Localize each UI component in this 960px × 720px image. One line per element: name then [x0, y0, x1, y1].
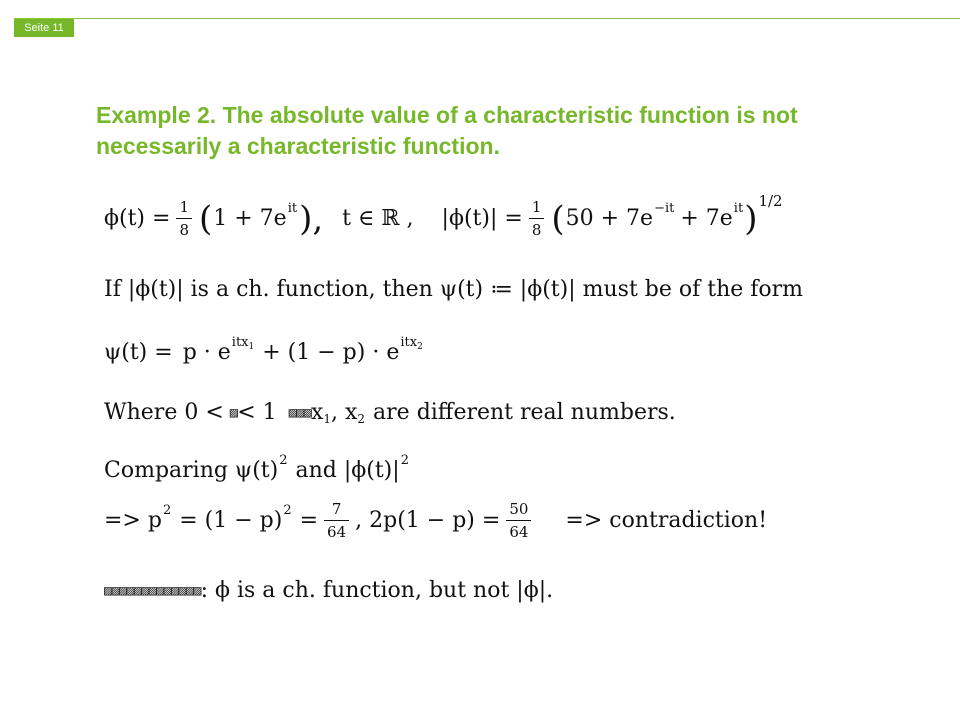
close-paren: ), — [299, 198, 324, 239]
fraction-denominator: 64 — [324, 520, 349, 541]
comparing-a: Comparing ψ(t) — [104, 458, 279, 483]
where-b: < 1 — [237, 400, 277, 425]
text-comparing — [104, 453, 409, 483]
square-2: 2 — [400, 453, 409, 468]
text-if-ch-function — [104, 277, 803, 302]
conclusion-text: : ϕ is a ch. function, but not |ϕ|. — [200, 578, 554, 603]
formula-phi-definition — [104, 191, 783, 239]
text-conclusion — [104, 578, 553, 603]
fraction-numerator: 1 — [179, 198, 189, 216]
fraction-numerator: 1 — [531, 198, 542, 216]
exponent-itx2: itx2 — [400, 335, 423, 352]
x1-subscript: 1 — [323, 411, 331, 426]
header-rule — [14, 18, 960, 19]
where-a: Where 0 < — [104, 400, 224, 425]
phi-inner: 1 + 7e — [213, 206, 287, 231]
fraction-one-eighth-2 — [529, 198, 545, 239]
psi-lhs: ψ(t) = — [104, 340, 173, 365]
implies-p: => p — [104, 508, 162, 533]
square-p: 2 — [162, 503, 172, 518]
contradiction-text: => contradiction! — [565, 508, 768, 533]
fraction-denominator: 64 — [506, 520, 531, 541]
fraction-7-64 — [324, 500, 349, 541]
formula-contradiction — [104, 500, 767, 541]
equals: = — [299, 508, 319, 533]
square-1: 2 — [279, 453, 288, 468]
phi-lhs: ϕ(t) = — [104, 206, 171, 231]
where-d: are different real numbers. — [373, 400, 676, 425]
open-paren: ( — [551, 198, 565, 239]
one-minus-p-squared: = (1 − p) — [179, 508, 283, 533]
exponent-itx1: itx1 — [231, 335, 255, 352]
exponent-it: it — [287, 201, 298, 216]
fraction-numerator: 50 — [509, 500, 529, 518]
text-where-conditions — [104, 400, 676, 425]
open-paren: ( — [198, 198, 213, 239]
page-number-badge: Seite 11 — [14, 19, 74, 37]
if-statement: If |ϕ(t)| is a ch. function, then ψ(t) ≔ |ϕ(t)| must be of the form — [104, 277, 804, 302]
fraction-one-eighth — [176, 198, 192, 239]
abs-phi-lhs: |ϕ(t)| = — [441, 206, 523, 231]
two-p-term: , 2p(1 − p) = — [355, 508, 501, 533]
close-paren: ) — [744, 198, 758, 239]
power-half: 1/2 — [758, 191, 783, 210]
fraction-50-64 — [506, 500, 531, 541]
x2: , x — [331, 400, 358, 425]
abs-inner-a: 50 + 7e — [565, 206, 654, 231]
exponent-it: it — [733, 201, 744, 216]
exponent-minus-it: −it — [654, 201, 675, 216]
one-minus-p-term: + (1 − p) · e — [262, 340, 400, 365]
x1: x — [310, 400, 324, 425]
fraction-denominator: 8 — [529, 218, 545, 239]
x2-subscript: 2 — [357, 411, 366, 426]
square-1mp: 2 — [283, 503, 292, 518]
fraction-denominator: 8 — [176, 218, 192, 239]
domain-real: t ∈ ℝ , — [342, 206, 414, 231]
slide-title: Example 2. The absolute value of a characteristic function is not necessarily a characteristic function. — [96, 102, 798, 159]
garbled-glyph-conclusion: ▨▨▨▨▨▨▨▨▨▨▨▨▨ — [104, 582, 201, 599]
formula-psi-form — [104, 335, 423, 365]
p-term: p · e — [182, 340, 231, 365]
comparing-b: and |ϕ(t)| — [295, 458, 400, 483]
garbled-glyph-p: ▨ — [229, 404, 238, 421]
garbled-glyph-and: ▨▨▨ — [288, 404, 311, 421]
fraction-numerator: 7 — [331, 500, 342, 518]
abs-inner-b: + 7e — [680, 206, 733, 231]
